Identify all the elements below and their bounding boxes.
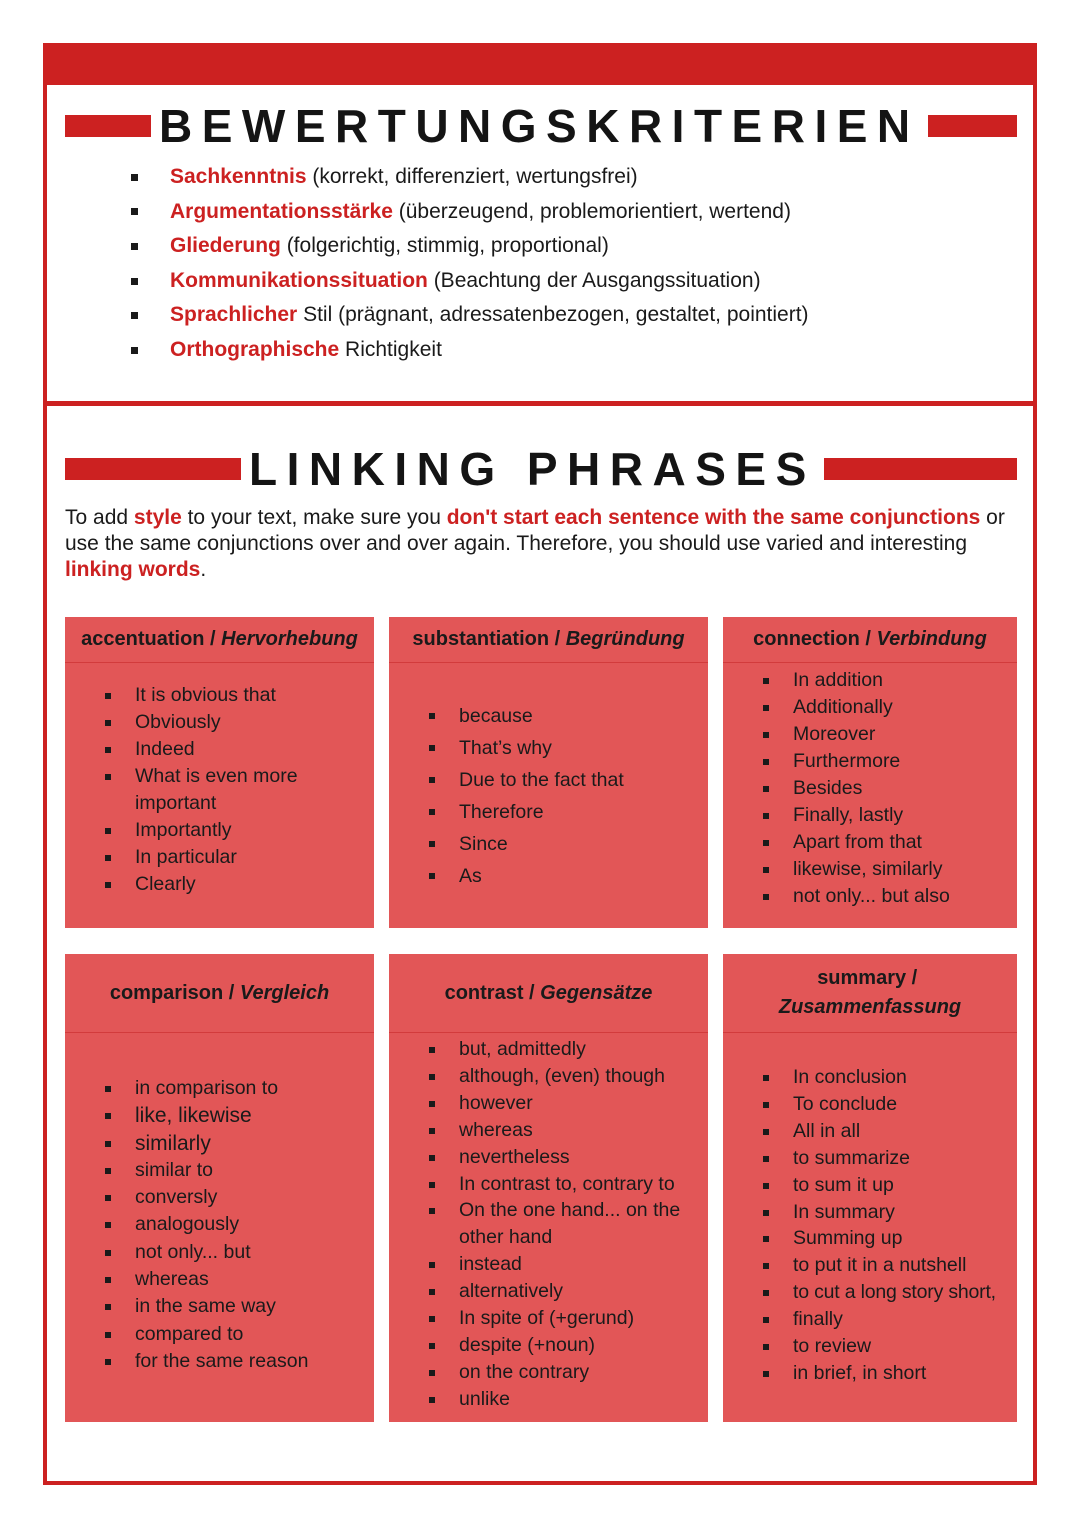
list-item	[763, 1091, 996, 1118]
list-item	[763, 748, 950, 775]
list-item-text: Therefore	[459, 801, 544, 823]
list-item	[429, 1332, 680, 1359]
bullet-icon	[763, 1129, 769, 1135]
bullet-icon	[105, 1086, 111, 1092]
list-item	[105, 1102, 308, 1129]
list-item-text: In contrast to, contrary to	[459, 1172, 675, 1195]
card-title-de: Verbindung	[876, 628, 987, 650]
criteria-title-row	[65, 102, 1017, 150]
list-item-text: however	[459, 1091, 533, 1114]
bullet-icon	[429, 777, 435, 783]
list-item-text: despite (+noun)	[459, 1333, 596, 1356]
bullet-icon	[105, 693, 111, 699]
bullet-icon	[105, 1277, 111, 1283]
list-item	[429, 764, 624, 796]
list-item	[763, 1333, 996, 1360]
list-item-text: Moreover	[793, 723, 876, 745]
list-item	[105, 817, 298, 844]
list-item	[105, 1348, 308, 1375]
list-item	[105, 1157, 308, 1184]
bullet-icon	[429, 841, 435, 847]
list-item	[763, 667, 950, 694]
bullet-icon	[763, 894, 769, 900]
list-item-text: Furthermore	[793, 750, 901, 772]
list-item-text: Clearly	[135, 873, 196, 895]
bullet-icon	[105, 774, 111, 780]
bullet-icon	[131, 347, 138, 354]
bullet-icon	[429, 1182, 435, 1188]
list-item	[763, 1172, 996, 1199]
list-item-text: What is even more	[135, 765, 298, 787]
list-item	[763, 1145, 996, 1172]
bullet-icon	[429, 1155, 435, 1161]
list-item-text: In conclusion	[793, 1066, 907, 1088]
list-item	[429, 732, 624, 764]
list-item-text: in the same way	[135, 1295, 276, 1318]
list-item	[429, 1278, 680, 1305]
card-list	[429, 1036, 680, 1413]
card-header	[723, 954, 1017, 1033]
bullet-icon	[763, 813, 769, 819]
card-title-de: Zusammenfassung	[778, 996, 962, 1018]
bullet-icon	[763, 1156, 769, 1162]
list-item-text: not only... but also	[793, 885, 950, 907]
card-header	[389, 954, 708, 1033]
card-list	[105, 682, 298, 898]
list-item	[105, 871, 298, 898]
list-item	[763, 856, 950, 883]
bullet-icon	[763, 1075, 769, 1081]
list-item-text: All in all	[793, 1119, 861, 1142]
list-item-text: whereas	[135, 1268, 209, 1291]
bullet-icon	[131, 278, 138, 285]
list-item-text: In addition	[793, 669, 883, 691]
card-title-en: contrast /	[444, 981, 541, 1004]
bullet-icon	[429, 1101, 435, 1107]
list-item	[105, 790, 298, 817]
list-item	[763, 1199, 996, 1226]
list-item	[763, 1064, 996, 1091]
list-item-text: in comparison to	[135, 1077, 279, 1099]
bullet-icon	[105, 855, 111, 861]
bullet-icon	[429, 1289, 435, 1295]
criteria-detail: Stil (prägnant, adressatenbezogen, gestaltet, pointiert)	[297, 303, 809, 327]
list-item	[429, 1144, 680, 1171]
list-item-text: conversly	[135, 1186, 218, 1209]
bullet-icon	[763, 1236, 769, 1242]
list-item	[763, 1306, 996, 1333]
bullet-icon	[105, 1250, 111, 1256]
bullet-icon	[763, 1344, 769, 1350]
intro-highlight: don't start each sentence with the same conjunctions	[446, 506, 981, 529]
criteria-title: BEWERTUNGSKRITERIEN	[159, 100, 920, 152]
list-item	[763, 802, 950, 829]
list-item	[105, 682, 298, 709]
bullet-icon	[429, 713, 435, 719]
list-item-text: Due to the fact that	[459, 769, 624, 791]
card-title-de: Begründung	[565, 628, 685, 650]
bullet-icon	[105, 747, 111, 753]
list-item-text: On the one hand... on the	[459, 1199, 681, 1222]
card-contrast	[389, 954, 708, 1422]
bullet-icon	[763, 1317, 769, 1323]
bullet-icon	[131, 243, 138, 250]
card-header	[65, 954, 374, 1033]
bullet-icon	[763, 1210, 769, 1216]
list-item-text: because	[459, 705, 533, 727]
bullet-icon	[105, 720, 111, 726]
list-item-text: although, (even) though	[459, 1064, 665, 1087]
list-item-text: alternatively	[459, 1280, 564, 1303]
list-item	[429, 1063, 680, 1090]
list-item-text: to sum it up	[793, 1173, 894, 1196]
list-item-text: finally	[793, 1308, 843, 1331]
bullet-icon	[105, 882, 111, 888]
criteria-keyword: Sachkenntnis	[170, 165, 307, 188]
title-bar-right	[824, 458, 1017, 480]
bullet-icon	[429, 809, 435, 815]
criteria-detail: (korrekt, differenziert, wertungsfrei)	[306, 165, 638, 188]
list-item	[763, 1225, 996, 1252]
list-item	[429, 1305, 680, 1332]
list-item-text: similar to	[135, 1158, 214, 1181]
list-item	[429, 1171, 680, 1198]
list-item-text: other hand	[459, 1226, 553, 1249]
bullet-icon	[429, 1262, 435, 1268]
bullet-icon	[763, 840, 769, 846]
intro-text: .	[200, 558, 207, 581]
card-title-en: comparison /	[109, 981, 240, 1004]
list-item-text: to cut a long story short,	[793, 1281, 996, 1304]
list-item-text: instead	[459, 1253, 522, 1276]
bullet-icon	[763, 759, 769, 765]
bullet-icon	[429, 873, 435, 879]
linking-title: LINKING PHRASES	[249, 443, 816, 495]
bullet-icon	[105, 1168, 111, 1174]
bullet-icon	[105, 1304, 111, 1310]
intro-text: or use the same conjunctions over and over again. Therefore, you should use varied and interesting	[65, 506, 1011, 555]
bullet-icon	[763, 1183, 769, 1189]
list-item-text: Obviously	[135, 711, 221, 733]
list-item	[124, 333, 809, 368]
list-item-text: to review	[793, 1335, 872, 1358]
criteria-keyword: Orthographische	[170, 337, 340, 361]
list-item-text: to summarize	[793, 1146, 911, 1169]
list-item-text: Summing up	[793, 1227, 903, 1250]
bullet-icon	[131, 312, 138, 319]
list-item	[105, 1130, 308, 1157]
list-item	[429, 1197, 680, 1224]
list-item	[429, 828, 624, 860]
card-header	[65, 617, 374, 663]
card-list	[763, 667, 950, 910]
card-title-de: Vergleich	[239, 981, 330, 1004]
list-item	[429, 1386, 680, 1413]
list-item	[763, 1118, 996, 1145]
intro-text: to your text, make sure you	[181, 506, 447, 529]
list-item-text: In particular	[135, 846, 237, 868]
list-item	[124, 160, 809, 195]
bullet-icon	[105, 1332, 111, 1338]
bullet-icon	[429, 1128, 435, 1134]
bullet-icon	[105, 1141, 111, 1147]
bullet-icon	[429, 1370, 435, 1376]
linking-title-row	[65, 445, 1017, 493]
list-item	[429, 1090, 680, 1117]
criteria-list	[124, 160, 809, 368]
list-item-text: important	[135, 792, 217, 814]
criteria-detail: (folgerichtig, stimmig, proportional)	[280, 234, 609, 258]
title-bar-left	[65, 115, 151, 137]
card-list	[763, 1064, 996, 1387]
list-item-text: not only... but	[135, 1240, 251, 1263]
criteria-keyword: Sprachlicher	[170, 303, 298, 327]
list-item-text: That’s why	[459, 737, 552, 759]
card-substantiation	[389, 617, 708, 928]
card-title-en: connection /	[753, 628, 877, 650]
list-item-text: compared to	[135, 1322, 244, 1345]
card-list	[429, 700, 624, 892]
bullet-icon	[429, 1208, 435, 1214]
list-item-text: Importantly	[135, 819, 232, 841]
criteria-keyword: Gliederung	[170, 234, 281, 258]
list-item	[763, 1279, 996, 1306]
intro-text: To add	[65, 506, 134, 529]
card-title-de: Gegensätze	[540, 981, 653, 1004]
list-item	[105, 1293, 308, 1320]
list-item	[105, 1075, 308, 1102]
bullet-icon	[105, 1359, 111, 1365]
card-header	[389, 617, 708, 663]
list-item-text: It is obvious that	[135, 684, 276, 706]
list-item	[763, 694, 950, 721]
card-comparison	[65, 954, 374, 1422]
card-summary	[723, 954, 1017, 1422]
bullet-icon	[105, 1195, 111, 1201]
linking-intro	[65, 505, 1015, 583]
list-item	[429, 700, 624, 732]
list-item-text: unlike	[459, 1387, 510, 1410]
list-item-text: In summary	[793, 1200, 895, 1223]
bullet-icon	[763, 1102, 769, 1108]
list-item-text: Indeed	[135, 738, 195, 760]
list-item-text: Apart from that	[793, 831, 922, 853]
bullet-icon	[429, 1397, 435, 1403]
list-item-text: Besides	[793, 777, 863, 799]
bullet-icon	[763, 1290, 769, 1296]
list-item	[105, 736, 298, 763]
intro-highlight: style	[133, 506, 182, 529]
list-item	[763, 1252, 996, 1279]
bullet-icon	[105, 1113, 111, 1119]
list-item	[429, 860, 624, 892]
bullet-icon	[429, 1343, 435, 1349]
list-item-text: nevertheless	[459, 1145, 570, 1168]
list-item-text: Additionally	[793, 696, 893, 718]
list-item	[105, 844, 298, 871]
list-item	[429, 1251, 680, 1278]
list-item-text: analogously	[135, 1213, 240, 1236]
card-list	[105, 1075, 308, 1375]
list-item-text: in brief, in short	[793, 1361, 927, 1384]
section-divider	[43, 401, 1037, 406]
card-title-en: accentuation /	[81, 628, 222, 650]
list-item	[763, 775, 950, 802]
list-item-text: to put it in a nutshell	[793, 1254, 967, 1277]
card-title-en: summary /	[817, 967, 923, 989]
list-item-text: on the contrary	[459, 1360, 590, 1383]
bullet-icon	[131, 174, 138, 181]
bullet-icon	[763, 678, 769, 684]
list-item-text: whereas	[459, 1118, 533, 1141]
list-item-text: for the same reason	[135, 1349, 309, 1372]
list-item-text: similarly	[135, 1131, 211, 1155]
list-item-text: To conclude	[793, 1092, 898, 1115]
list-item	[105, 763, 298, 790]
list-item	[105, 1184, 308, 1211]
intro-highlight: linking words	[65, 558, 201, 581]
list-item	[105, 1266, 308, 1293]
list-item	[105, 1321, 308, 1348]
criteria-keyword: Kommunikationssituation	[170, 268, 428, 292]
list-item	[124, 298, 809, 333]
list-item	[429, 1359, 680, 1386]
list-item	[124, 229, 809, 264]
card-title-en: substantiation /	[412, 628, 566, 650]
list-item-text: but, admittedly	[459, 1038, 586, 1060]
list-item	[124, 264, 809, 299]
bullet-icon	[429, 1316, 435, 1322]
bullet-icon	[763, 786, 769, 792]
criteria-detail: (überzeugend, problemorientiert, wertend)	[392, 199, 791, 223]
criteria-detail: Richtigkeit	[339, 337, 442, 361]
list-item	[429, 1036, 680, 1063]
list-item	[105, 1211, 308, 1238]
bullet-icon	[105, 1222, 111, 1228]
bullet-icon	[763, 1263, 769, 1269]
list-item	[763, 829, 950, 856]
bullet-icon	[763, 705, 769, 711]
card-header	[723, 617, 1017, 663]
bullet-icon	[429, 1047, 435, 1053]
bullet-icon	[429, 745, 435, 751]
card-connection	[723, 617, 1017, 928]
bullet-icon	[763, 1371, 769, 1377]
list-item-text: like, likewise	[135, 1104, 252, 1128]
bullet-icon	[131, 208, 138, 215]
list-item	[763, 721, 950, 748]
card-title-de: Hervorhebung	[221, 628, 358, 650]
bullet-icon	[429, 1074, 435, 1080]
bullet-icon	[105, 828, 111, 834]
list-item	[105, 1239, 308, 1266]
list-item	[429, 796, 624, 828]
list-item	[763, 1360, 996, 1387]
list-item-text: likewise, similarly	[793, 858, 943, 880]
bullet-icon	[763, 867, 769, 873]
criteria-keyword: Argumentationsstärke	[170, 199, 393, 223]
list-item-text: As	[459, 865, 482, 887]
list-item	[124, 195, 809, 230]
bullet-icon	[763, 732, 769, 738]
list-item-text: In spite of (+gerund)	[459, 1307, 635, 1330]
list-item	[105, 709, 298, 736]
list-item	[763, 883, 950, 910]
list-item	[429, 1117, 680, 1144]
criteria-detail: (Beachtung der Ausgangssituation)	[427, 268, 761, 292]
list-item	[429, 1224, 680, 1251]
list-item-text: Finally, lastly	[793, 804, 904, 826]
card-accentuation	[65, 617, 374, 928]
list-item-text: Since	[459, 833, 508, 855]
title-bar-right	[928, 115, 1017, 137]
title-bar-left	[65, 458, 241, 480]
